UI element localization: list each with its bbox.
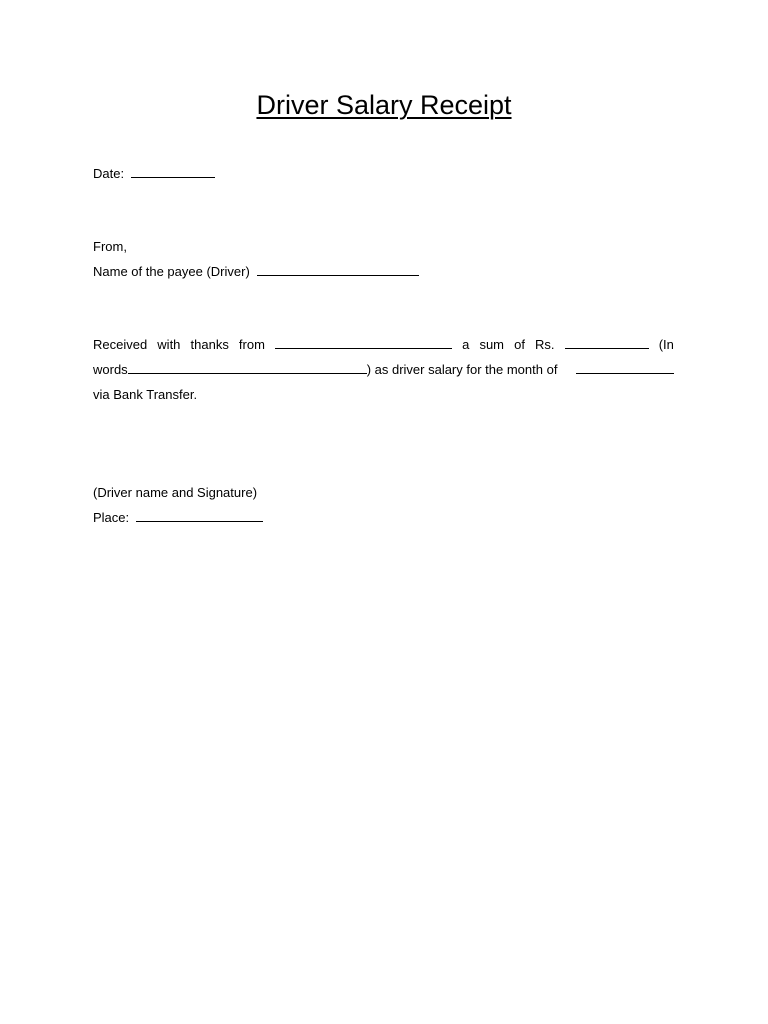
words-group (93, 361, 557, 378)
month-blank (576, 361, 674, 374)
word-rs: Rs. (535, 337, 555, 352)
date-blank (131, 165, 215, 178)
salary-phrase: ) as driver salary for the month of (366, 362, 558, 377)
signature-label: (Driver name and Signature) (93, 485, 258, 500)
amount-words-blank (128, 361, 367, 374)
place-label: Place: (93, 510, 130, 525)
word-from: from (238, 337, 265, 352)
via-line: via Bank Transfer. (93, 387, 198, 402)
word-received: Received (93, 337, 148, 352)
words-label: words (93, 362, 128, 377)
place-blank (136, 509, 263, 522)
amount-blank (565, 336, 649, 349)
date-line (93, 165, 215, 182)
word-with: with (157, 337, 181, 352)
words-line (93, 361, 674, 378)
word-sum: sum (479, 337, 504, 352)
payee-blank (257, 263, 419, 276)
word-a: a (462, 337, 470, 352)
word-of: of (514, 337, 525, 352)
from-label: From, (93, 239, 127, 254)
received-from-blank (275, 336, 452, 349)
place-line (93, 509, 263, 526)
payee-label: Name of the payee (Driver) (93, 264, 250, 279)
word-in: (In (658, 337, 674, 352)
date-label: Date: (93, 166, 125, 181)
word-thanks: thanks (190, 337, 229, 352)
payee-line (93, 263, 419, 280)
received-line (93, 336, 674, 353)
page-title: Driver Salary Receipt (256, 90, 512, 120)
